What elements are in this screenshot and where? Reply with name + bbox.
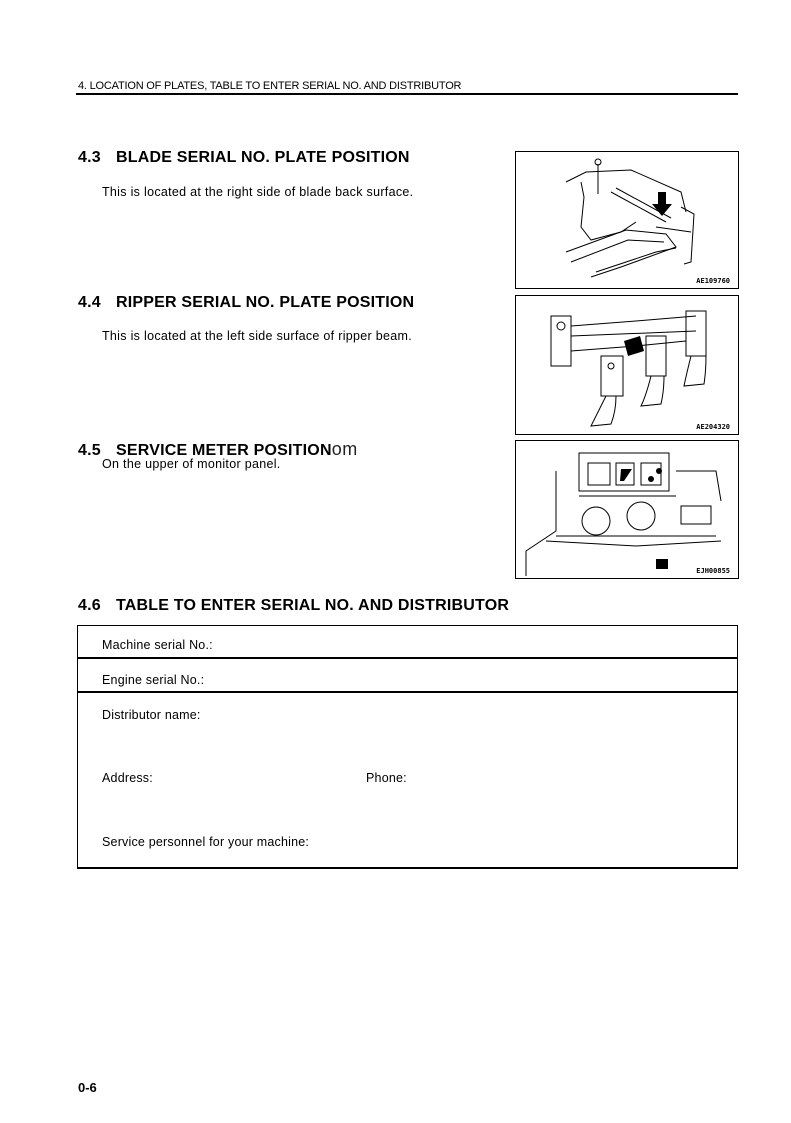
section-4-4-text: This is located at the left side surface of ripper beam. (102, 329, 412, 343)
section-number: 4.4 (78, 294, 101, 311)
distributor-name-label: Distributor name: (102, 708, 201, 722)
header-rule (76, 93, 738, 95)
engine-serial-label: Engine serial No.: (102, 673, 205, 687)
section-title: TABLE TO ENTER SERIAL NO. AND DISTRIBUTOR (116, 597, 510, 614)
blade-plate-figure (515, 151, 739, 289)
section-4-3-text: This is located at the right side of blade back surface. (102, 185, 414, 199)
ripper-plate-figure (515, 295, 739, 435)
section-4-6-heading (78, 597, 509, 615)
section-4-4-heading (78, 294, 414, 312)
figure-label: AE109760 (696, 277, 730, 285)
address-label: Address: (102, 771, 153, 785)
service-personnel-label: Service personnel for your machine: (102, 835, 310, 849)
section-title: RIPPER SERIAL NO. PLATE POSITION (116, 294, 415, 311)
chapter-header: 4. LOCATION OF PLATES, TABLE TO ENTER SERIAL NO. AND DISTRIBUTOR (78, 80, 462, 92)
section-number: 4.3 (78, 149, 101, 166)
section-title: BLADE SERIAL NO. PLATE POSITION (116, 149, 410, 166)
blade-illustration-icon (516, 152, 738, 288)
figure-label: EJH00855 (696, 567, 730, 575)
serial-distributor-table (77, 625, 738, 869)
monitor-panel-illustration-icon (516, 441, 738, 578)
watermark: om (331, 439, 358, 459)
service-meter-figure (515, 440, 739, 579)
section-number: 4.6 (78, 597, 101, 614)
row-divider (78, 657, 737, 659)
section-4-3-heading (78, 149, 410, 167)
row-divider (78, 691, 737, 693)
section-4-5-text: On the upper of monitor panel. (102, 457, 281, 471)
section-title: SERVICE METER POSITION (116, 442, 332, 459)
figure-label: AE204320 (696, 423, 730, 431)
phone-label: Phone: (366, 771, 407, 785)
page-number: 0-6 (78, 1080, 97, 1095)
machine-serial-label: Machine serial No.: (102, 638, 213, 652)
ripper-illustration-icon (516, 296, 738, 434)
section-number: 4.5 (78, 442, 101, 459)
